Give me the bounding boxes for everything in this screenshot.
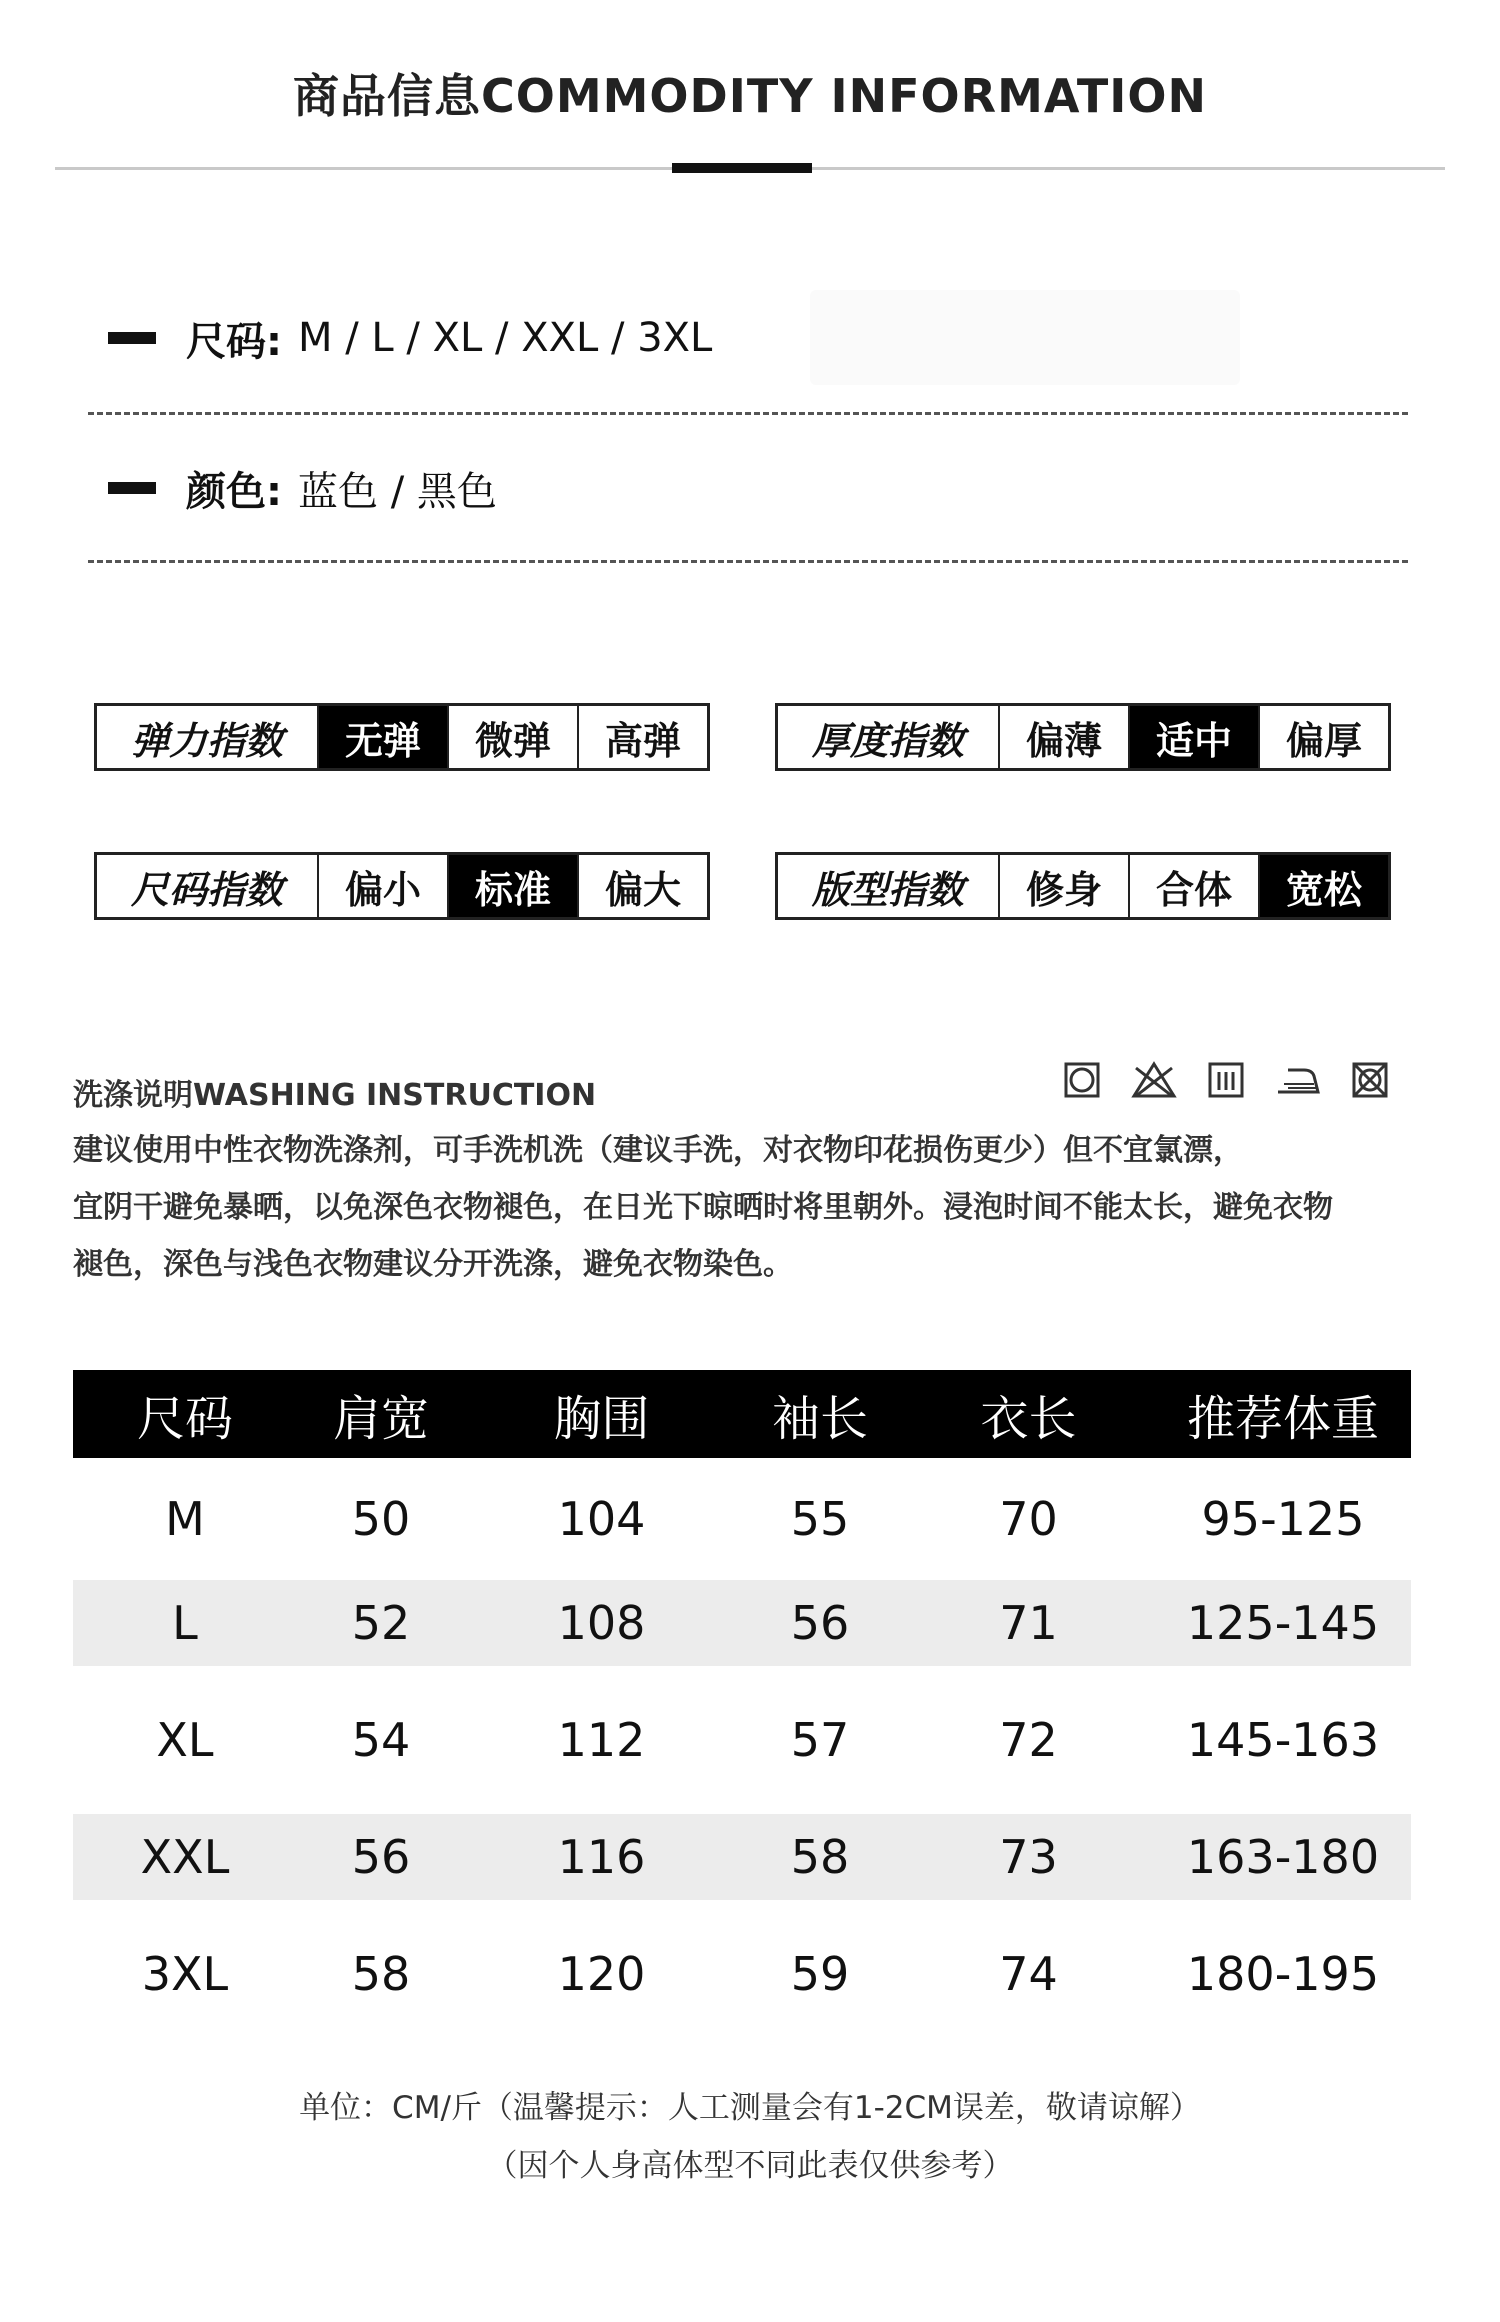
column-header: 衣长 [980, 1390, 1077, 1447]
table-cell: 74 [999, 1947, 1058, 2001]
index-title: 弹力指数 [97, 706, 319, 768]
elasticity-index [94, 703, 710, 771]
table-cell: 95-125 [1201, 1492, 1365, 1546]
column-header: 尺码 [136, 1390, 233, 1447]
color-label: 颜色: [186, 468, 282, 515]
no-wash-icon [1350, 1060, 1390, 1100]
washing-line: 建议使用中性衣物洗涤剂，可手洗机洗（建议手洗，对衣物印花损伤更少）但不宜氯漂， [73, 1133, 1243, 1168]
table-cell: 55 [790, 1492, 850, 1546]
table-cell: 71 [999, 1596, 1058, 1650]
index-option: 合体 [1130, 855, 1260, 917]
table-cell: 56 [790, 1596, 850, 1650]
header-accent-bar [672, 163, 812, 173]
color-info-row [108, 458, 497, 518]
washing-line: 宜阴干避免暴晒，以免深色衣物褪色，在日光下晾晒时将里朝外。浸泡时间不能太长，避免衣物 [73, 1190, 1333, 1225]
washing-line: 褪色，深色与浅色衣物建议分开洗涤，避免衣物染色。 [73, 1247, 793, 1282]
cut-style-index [775, 852, 1391, 920]
table-cell: 70 [999, 1492, 1058, 1546]
table-cell: 145-163 [1186, 1713, 1380, 1767]
washing-title: 洗涤说明WASHING INSTRUCTION [73, 1078, 597, 1113]
table-cell: 52 [351, 1596, 411, 1650]
care-icons [1062, 1060, 1390, 1100]
index-title: 厚度指数 [778, 706, 1000, 768]
table-cell: 58 [790, 1830, 850, 1884]
table-header-row [73, 1370, 1411, 1458]
table-row [73, 1900, 1411, 2048]
size-info-row [108, 308, 712, 368]
size-fit-index [94, 852, 710, 920]
table-cell: M [165, 1492, 205, 1546]
size-value: M / L / XL / XXL / 3XL [298, 315, 713, 361]
no-bleach-icon [1130, 1060, 1178, 1100]
index-title: 尺码指数 [97, 855, 319, 917]
bullet-bar [108, 482, 156, 494]
index-option: 修身 [1000, 855, 1130, 917]
index-option: 偏厚 [1285, 718, 1362, 763]
column-header: 胸围 [553, 1390, 650, 1447]
table-cell: XL [156, 1713, 214, 1767]
table-row [73, 1666, 1411, 1814]
table-cell: 56 [351, 1830, 411, 1884]
table-cell: 120 [557, 1947, 646, 2001]
table-cell: 3XL [141, 1947, 229, 2001]
table-cell: 125-145 [1186, 1596, 1380, 1650]
dashed-divider [88, 412, 1408, 415]
table-cell: 59 [790, 1947, 850, 2001]
index-title: 版型指数 [778, 855, 1000, 917]
bullet-bar [108, 332, 156, 344]
size-label: 尺码: [186, 318, 282, 365]
reference-note: （因个人身高体型不同此表仅供参考） [486, 2148, 1014, 2184]
table-cell: 112 [557, 1713, 646, 1767]
tumble-dry-icon [1062, 1060, 1102, 1100]
table-cell: 163-180 [1186, 1830, 1380, 1884]
line-dry-icon [1206, 1060, 1246, 1100]
watermark-area [810, 290, 1240, 385]
table-cell: 104 [557, 1492, 646, 1546]
table-cell: 50 [351, 1492, 411, 1546]
table-cell: 108 [557, 1596, 646, 1650]
index-option: 宽松 [1260, 855, 1388, 917]
page-title: 商品信息COMMODITY INFORMATION [293, 69, 1207, 123]
table-row [73, 1580, 1411, 1666]
table-cell: XXL [140, 1830, 230, 1884]
column-header: 肩宽 [332, 1390, 429, 1447]
index-option: 偏薄 [1000, 706, 1130, 768]
table-cell: 180-195 [1186, 1947, 1380, 2001]
table-cell: 116 [557, 1830, 646, 1884]
table-cell: L [172, 1596, 198, 1650]
table-cell: 54 [351, 1713, 411, 1767]
table-cell: 72 [999, 1713, 1058, 1767]
table-row [73, 1458, 1411, 1580]
index-option: 无弹 [319, 706, 449, 768]
index-option: 微弹 [449, 706, 579, 768]
table-row [73, 1814, 1411, 1900]
index-option: 标准 [449, 855, 579, 917]
table-cell: 73 [999, 1830, 1058, 1884]
index-option: 偏小 [319, 855, 449, 917]
thickness-index [775, 703, 1391, 771]
index-option: 适中 [1130, 706, 1260, 768]
column-header: 袖长 [771, 1390, 868, 1447]
washing-text [73, 1122, 1433, 1293]
table-cell: 57 [790, 1713, 850, 1767]
table-cell: 58 [351, 1947, 411, 2001]
dashed-divider [88, 560, 1408, 563]
iron-icon [1274, 1060, 1322, 1100]
unit-note: 单位：CM/斤（温馨提示：人工测量会有1-2CM误差，敬请谅解） [299, 2090, 1201, 2126]
size-chart-table [73, 1370, 1411, 2048]
color-value: 蓝色 / 黑色 [298, 468, 497, 515]
index-option: 偏大 [604, 867, 681, 912]
index-option: 高弹 [604, 718, 681, 763]
column-header: 推荐体重 [1186, 1390, 1379, 1447]
